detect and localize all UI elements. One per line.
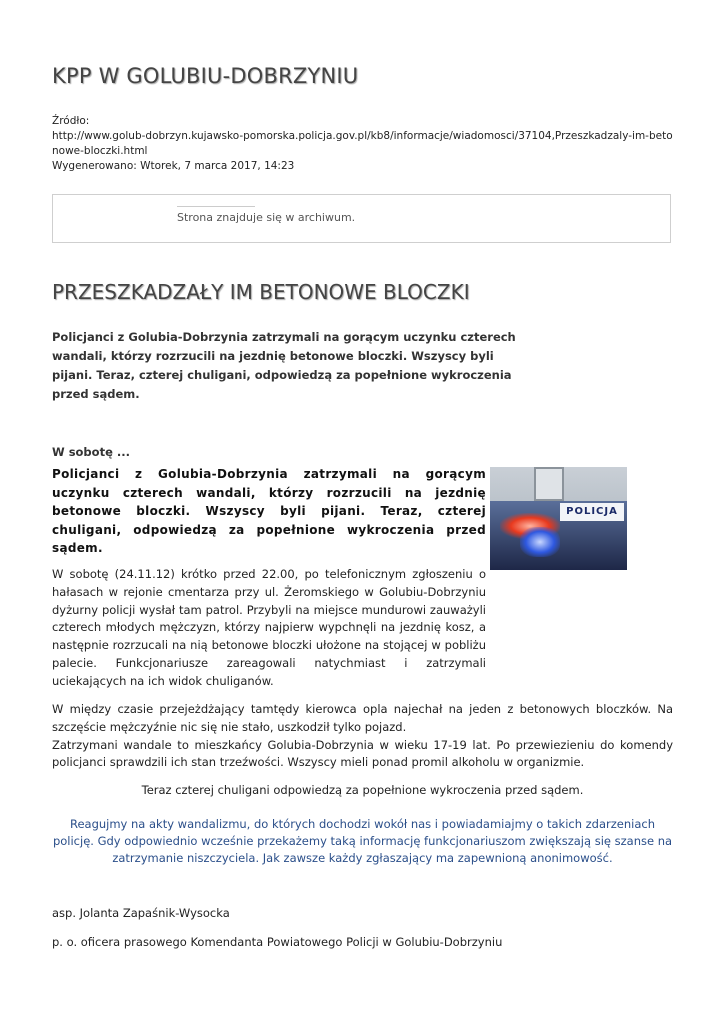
article-paragraph-3: Zatrzymani wandale to mieszkańcy Golubia-Dobrzynia w wieku 17-19 lat. Po przewiezieniu do komendy policjanci sprawdzili ich stan trzeźwości. Wszyscy mieli ponad promil alkoholu w organizmie. [52,737,673,770]
archive-message: Strona znajduje się w archiwum. [177,211,356,224]
article-body-2 [52,701,673,772]
archive-notice [52,194,671,243]
source-url[interactable]: http://www.golub-dobrzyn.kujawsko-pomorska.policja.gov.pl/kb8/informacje/wiadomosci/37104,Przeszkadzaly-im-betonowe-bloczki.html [52,130,673,157]
police-car-photo [490,467,627,570]
article-author-role: p. o. oficera prasowego Komendanta Powiatowego Policji w Golubiu-Dobrzyniu [52,935,503,949]
article-appeal: Reagujmy na akty wandalizmu, do których dochodzi wokół nas i powiadamiajmy o takich zdarzeniach policję. Gdy odpowiednio wcześnie przekażemy taką informację funkcjonariuszom zwiększają się szanse na zatrzymanie niszczyciela. Jak zawsze każdy zgłaszający ma zapewnioną anonimowość. [52,817,673,865]
article-title: PRZESZKADZAŁY IM BETONOWE BLOCZKI [52,280,470,304]
document-meta [52,114,673,174]
article-closing: Teraz czterej chuligani odpowiedzą za popełnione wykroczenia przed sądem. [141,783,584,797]
archive-divider [177,206,255,207]
source-label: Źródło: [52,115,90,127]
article-lead: Policjanci z Golubia-Dobrzynia zatrzymali na gorącym uczynku czterech wandali, którzy rozrzucili na jezdnię betonowe bloczki. Wszyscy byli pijani. Teraz, czterej chuligani, odpowiedzą za popełnione wykroczenia przed sądem. [52,330,516,401]
site-title: KPP W GOLUBIU-DOBRZYNIU [52,64,359,88]
article-paragraph-1: W sobotę (24.11.12) krótko przed 22.00, po telefonicznym zgłoszeniu o hałasach w rejonie cmentarza przy ul. Żeromskiego w Golubiu-Dobrzyniu dyżurny policji wysłał tam patrol. Przybyli na miejsce mundurowi zauważyli czterech młodych mężczyzn, którzy najpierw wypchnęli na jezdnię kosz, a następnie rozrzucali na nią betonowe bloczki ułożone na stojącej w pobliżu palecie. Funkcjonariusze zareagowali natychmiast i zatrzymali uciekających na ich widok chuliganów. [52,567,486,688]
article-author: asp. Jolanta Zapaśnik-Wysocka [52,906,230,920]
photo-blue-light [520,527,560,557]
article-subhead: W sobotę ... [52,445,130,459]
photo-police-label: POLICJA [560,503,624,521]
article-intro: Policjanci z Golubia-Dobrzynia zatrzymali na gorącym uczynku czterech wandali, którzy rozrzucili na jezdnię betonowe bloczki. Wszyscy byli pijani. Teraz, czterej chuligani, odpowiedzą za popełnione wykroczenia przed sądem. [52,467,486,555]
article-paragraph-2: W między czasie przejeżdżający tamtędy kierowca opla najechał na jeden z betonowych bloczków. Na szczęście mężczyźnie nic się nie stało, uszkodził tylko pojazd. [52,702,673,734]
generated-date: Wygenerowano: Wtorek, 7 marca 2017, 14:23 [52,160,295,172]
photo-window [534,467,564,501]
